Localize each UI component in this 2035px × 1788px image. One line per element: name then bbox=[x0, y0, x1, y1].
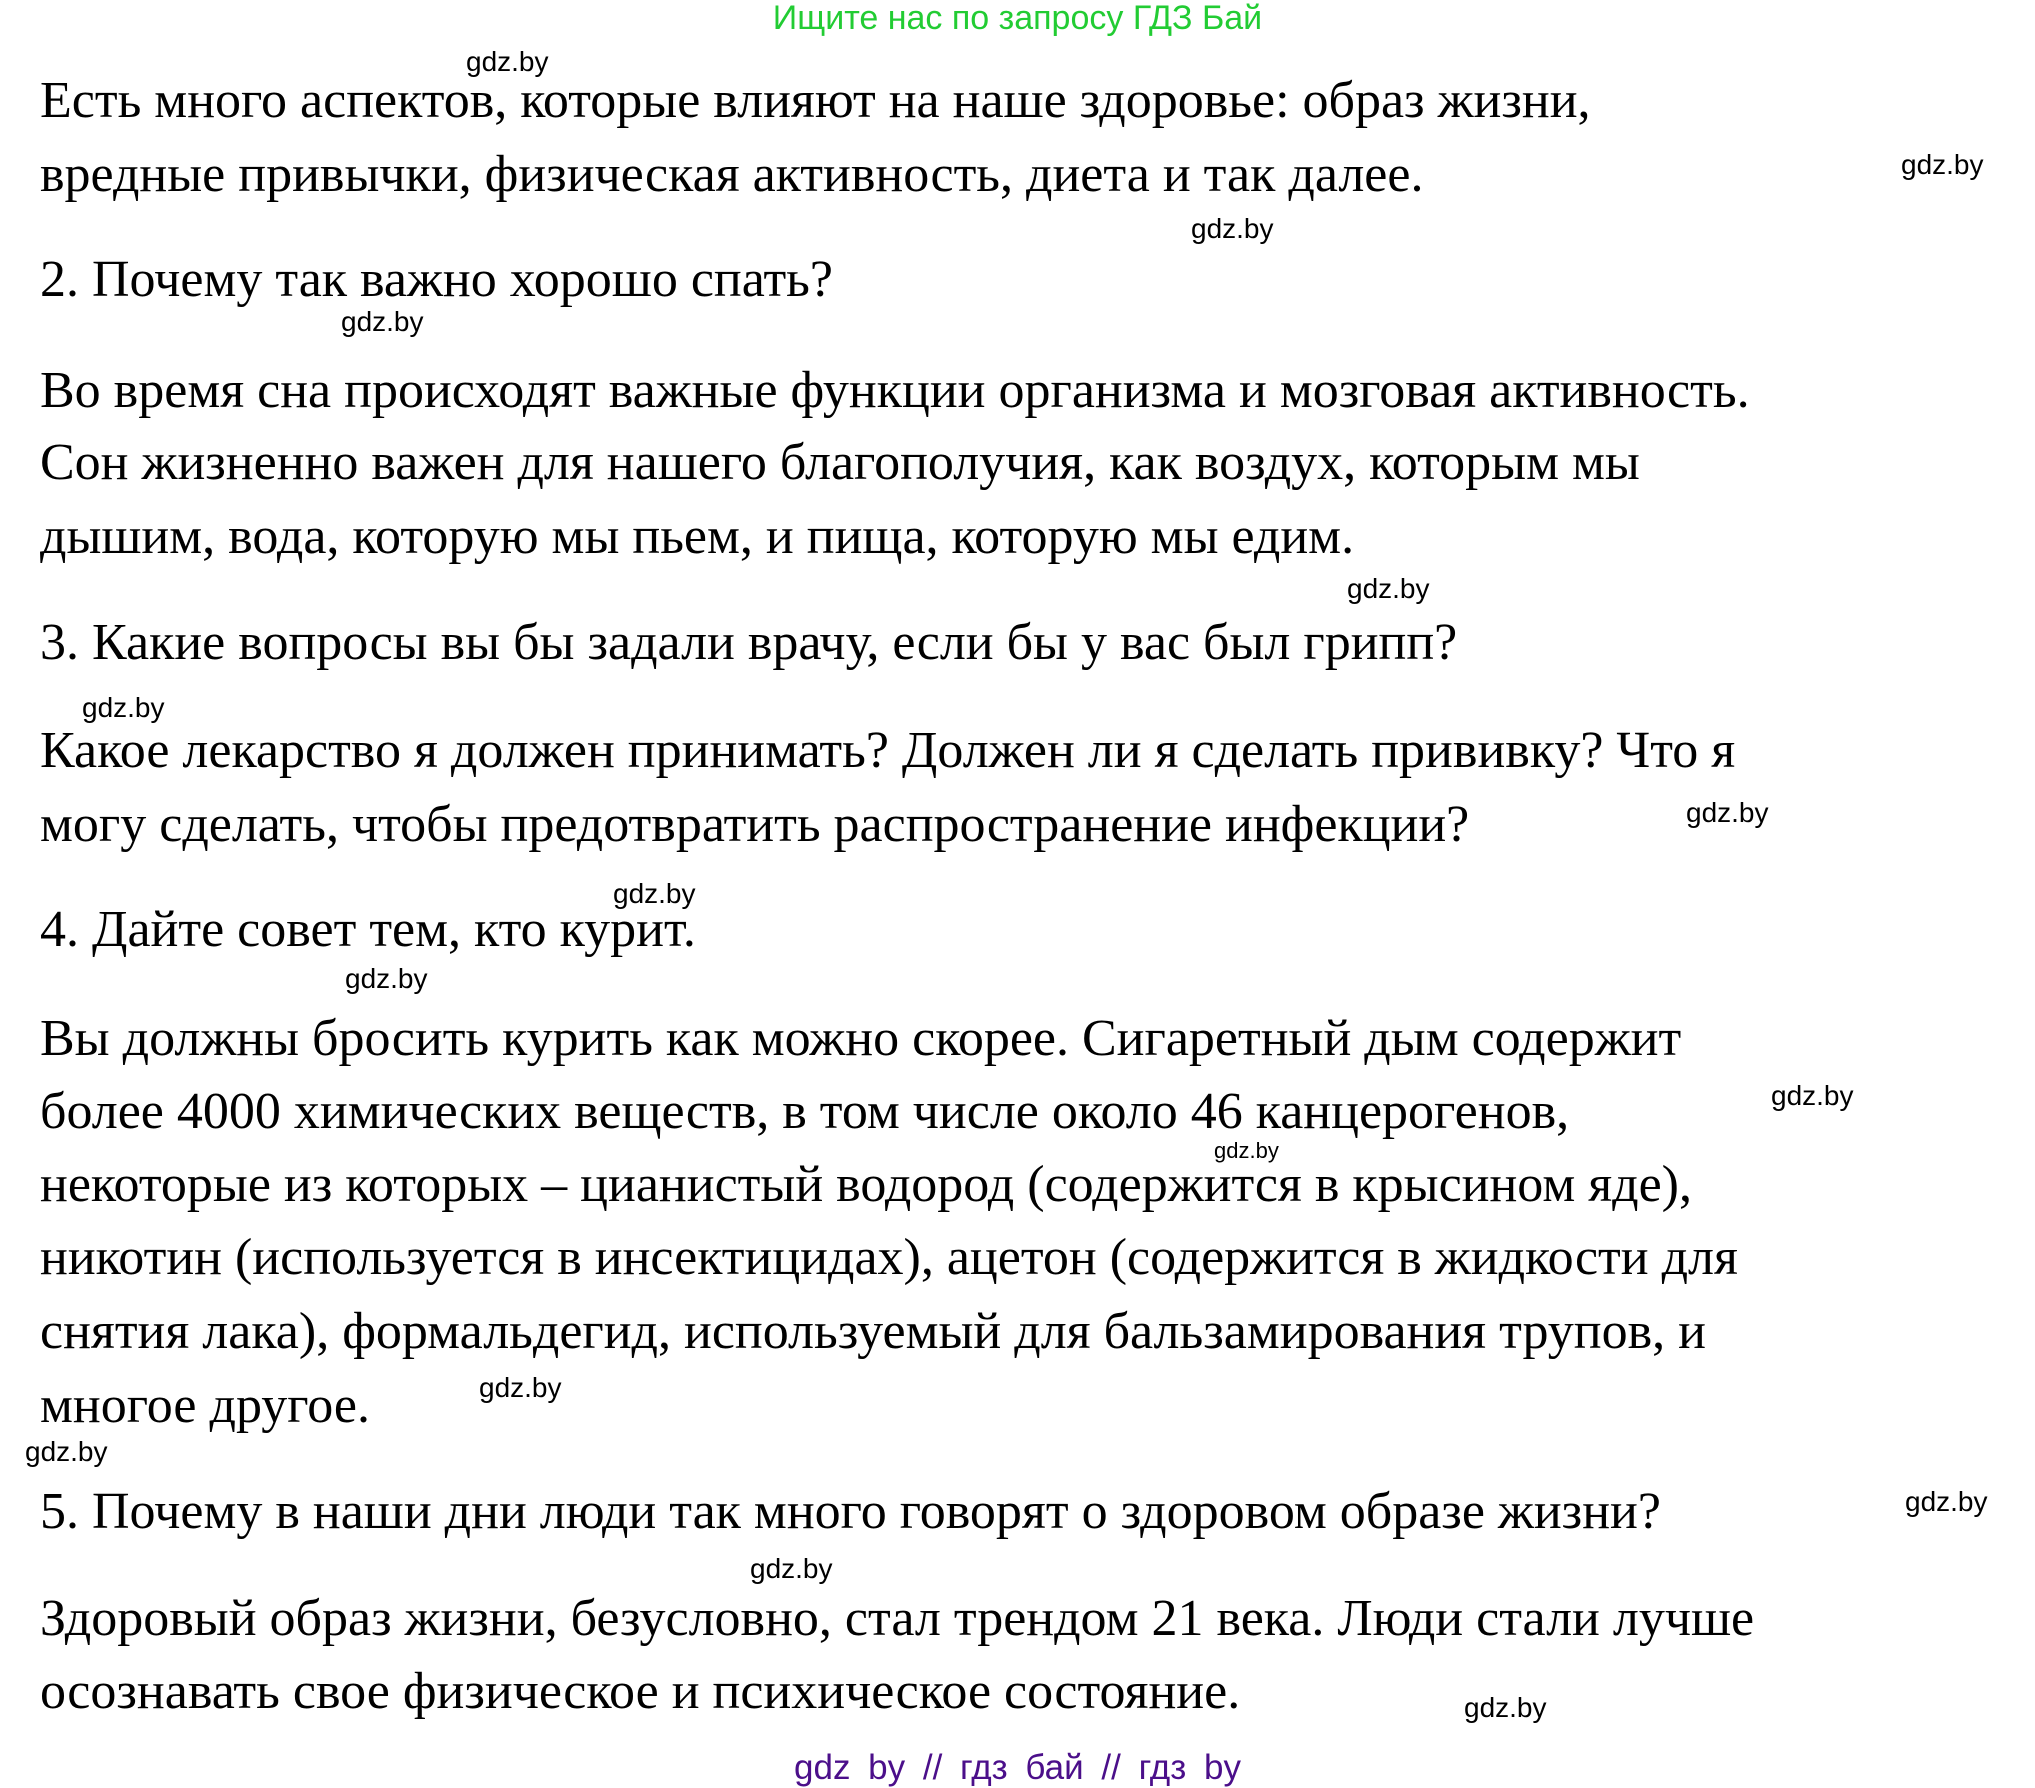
watermark: gdz.by bbox=[479, 1372, 562, 1403]
answer-text: Вы должны бросить курить как можно скорее. Сигаретный дым содержит bbox=[40, 1010, 1682, 1067]
question-heading: 2. Почему так важно хорошо спать? bbox=[40, 251, 833, 308]
watermark: gdz.by bbox=[1347, 573, 1430, 604]
watermark: gdz.by bbox=[1901, 149, 1984, 180]
watermark: gdz.by bbox=[1686, 797, 1769, 828]
watermark: gdz.by bbox=[1191, 213, 1274, 244]
answer-text: дышим, вода, которую мы пьем, и пища, которую мы едим. bbox=[40, 508, 1355, 565]
answer-text: Во время сна происходят важные функции организма и мозговая активность. bbox=[40, 362, 1750, 419]
answer-text: Какое лекарство я должен принимать? Должен ли я сделать прививку? Что я bbox=[40, 722, 1736, 779]
answer-text: некоторые из которых – цианистый водород (содержится в крысином яде), bbox=[40, 1156, 1692, 1213]
question-heading: 5. Почему в наши дни люди так много говорят о здоровом образе жизни? bbox=[40, 1483, 1661, 1540]
answer-text: Сон жизненно важен для нашего благополучия, как воздух, которым мы bbox=[40, 434, 1640, 491]
watermark: gdz.by bbox=[341, 306, 424, 337]
watermark: gdz.by bbox=[1771, 1080, 1854, 1111]
watermark: gdz.by bbox=[1214, 1138, 1279, 1163]
watermark: gdz.by bbox=[613, 878, 696, 909]
watermark: gdz.by bbox=[345, 963, 428, 994]
answer-text: могу сделать, чтобы предотвратить распространение инфекции? bbox=[40, 796, 1470, 853]
answer-text: Здоровый образ жизни, безусловно, стал трендом 21 века. Люди стали лучше bbox=[40, 1590, 1755, 1647]
answer-text: вредные привычки, физическая активность, диета и так далее. bbox=[40, 146, 1424, 203]
answer-text: никотин (используется в инсектицидах), ацетон (содержится в жидкости для bbox=[40, 1229, 1738, 1286]
watermark: gdz.by bbox=[466, 46, 549, 77]
answer-text: снятия лака), формальдегид, используемый для бальзамирования трупов, и bbox=[40, 1303, 1706, 1360]
watermark: gdz.by bbox=[1464, 1692, 1547, 1723]
answer-text: Есть много аспектов, которые влияют на наше здоровье: образ жизни, bbox=[40, 72, 1591, 129]
watermark: gdz.by bbox=[750, 1553, 833, 1584]
answer-text: более 4000 химических веществ, в том числе около 46 канцерогенов, bbox=[40, 1083, 1570, 1140]
answer-text: многое другое. bbox=[40, 1377, 371, 1434]
watermark: gdz.by bbox=[1905, 1486, 1988, 1517]
question-heading: 4. Дайте совет тем, кто курит. bbox=[40, 901, 696, 958]
watermark: gdz.by bbox=[25, 1436, 108, 1467]
promo-banner: Ищите нас по запросу ГДЗ Бай bbox=[772, 0, 1263, 37]
question-heading: 3. Какие вопросы вы бы задали врачу, если бы у вас был грипп? bbox=[40, 614, 1458, 671]
watermark: gdz.by bbox=[82, 692, 165, 723]
answer-text: осознавать свое физическое и психическое состояние. bbox=[40, 1663, 1241, 1720]
footer-links: gdz by // гдз бай // гдз by bbox=[794, 1748, 1241, 1787]
